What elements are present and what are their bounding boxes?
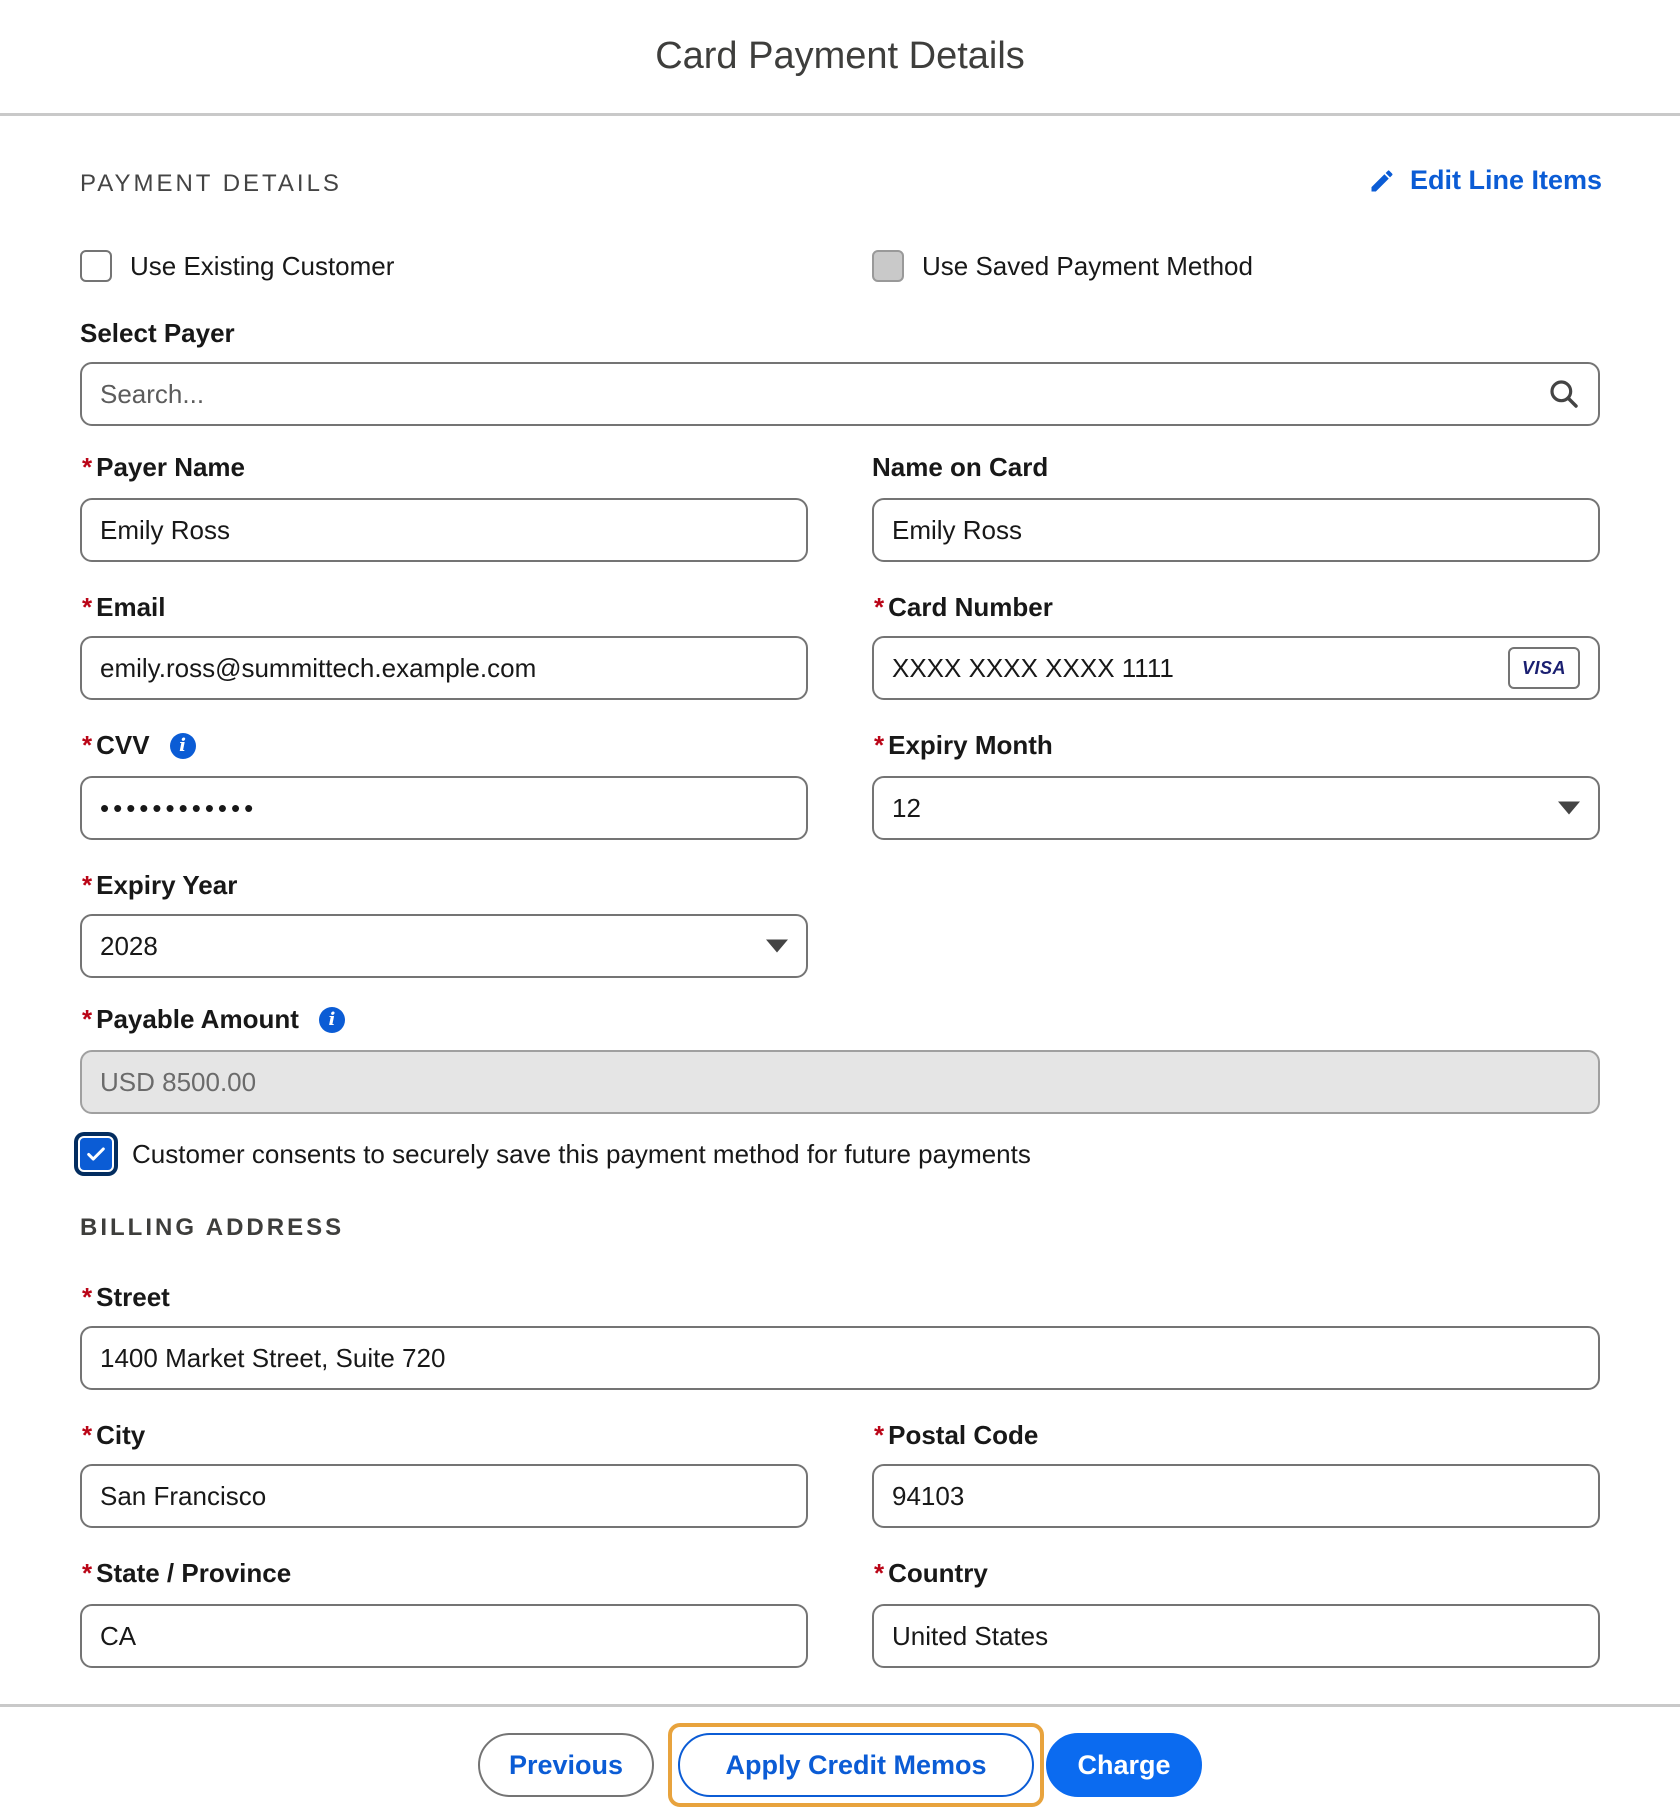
chevron-down-icon <box>1558 802 1580 815</box>
city-input[interactable] <box>80 1464 808 1528</box>
edit-line-items-label: Edit Line Items <box>1410 165 1603 195</box>
card-number-label: * Card Number <box>874 592 1053 622</box>
required-marker: * <box>874 592 885 622</box>
name-on-card-value: Emily Ross <box>892 514 1023 545</box>
info-icon[interactable]: i <box>170 733 196 759</box>
city-value: San Francisco <box>100 1480 267 1511</box>
payer-name-value: Emily Ross <box>100 514 231 545</box>
required-marker: * <box>82 870 93 900</box>
cvv-label: * CVV i <box>82 730 196 761</box>
email-label: * Email <box>82 592 166 622</box>
use-existing-customer-label: Use Existing Customer <box>130 250 395 281</box>
modal-header <box>0 0 1680 116</box>
street-value: 1400 Market Street, Suite 720 <box>100 1342 446 1373</box>
use-saved-payment-option[interactable] <box>872 250 1253 282</box>
required-marker: * <box>874 730 885 760</box>
info-icon[interactable]: i <box>319 1007 345 1033</box>
payable-amount-value: USD 8500.00 <box>100 1066 257 1097</box>
street-input[interactable] <box>80 1326 1600 1390</box>
visa-card-icon: VISA <box>1508 647 1580 689</box>
charge-button[interactable]: Charge <box>1046 1733 1202 1797</box>
expiry-year-value: 2028 <box>100 930 158 961</box>
select-payer-search-input[interactable] <box>80 362 1600 426</box>
expiry-month-value: 12 <box>892 792 921 823</box>
expiry-year-select[interactable] <box>80 914 808 978</box>
card-number-input[interactable] <box>872 636 1600 700</box>
name-on-card-label: Name on Card <box>872 452 1049 482</box>
required-marker: * <box>82 452 93 482</box>
postal-code-input[interactable] <box>872 1464 1600 1528</box>
country-input[interactable] <box>872 1604 1600 1668</box>
country-label: * Country <box>874 1558 988 1588</box>
select-payer-label: Select Payer <box>80 318 235 348</box>
required-marker: * <box>874 1558 885 1588</box>
billing-address-heading: BILLING ADDRESS <box>80 1214 345 1241</box>
checkmark-icon <box>85 1143 107 1165</box>
consent-label: Customer consents to securely save this payment method for future payments <box>132 1138 1031 1169</box>
use-saved-payment-label: Use Saved Payment Method <box>922 250 1253 281</box>
modal-title: Card Payment Details <box>655 35 1025 77</box>
payer-name-input[interactable] <box>80 498 808 562</box>
street-label: * Street <box>82 1282 170 1312</box>
city-label: * City <box>82 1420 146 1450</box>
expiry-year-label: * Expiry Year <box>82 870 238 900</box>
use-existing-customer-checkbox[interactable] <box>80 250 112 282</box>
use-saved-payment-checkbox[interactable] <box>872 250 904 282</box>
modal-footer <box>0 1704 1680 1818</box>
payer-name-label: * Payer Name <box>82 452 246 482</box>
consent-option[interactable] <box>78 1136 1031 1172</box>
previous-button[interactable]: Previous <box>478 1733 654 1797</box>
country-value: United States <box>892 1620 1049 1651</box>
name-on-card-input[interactable] <box>872 498 1600 562</box>
search-placeholder: Search... <box>100 378 205 409</box>
apply-credit-memos-button[interactable]: Apply Credit Memos <box>678 1733 1034 1797</box>
required-marker: * <box>82 1558 93 1588</box>
required-marker: * <box>82 1420 93 1450</box>
email-input[interactable] <box>80 636 808 700</box>
payment-details-heading: PAYMENT DETAILS <box>80 170 342 197</box>
required-marker: * <box>82 730 93 760</box>
state-value: CA <box>100 1620 137 1651</box>
postal-code-value: 94103 <box>892 1480 965 1511</box>
cvv-value: •••••••••••• <box>100 792 258 823</box>
cvv-input[interactable] <box>80 776 808 840</box>
card-number-value: XXXX XXXX XXXX 1111 <box>892 652 1174 683</box>
consent-checkbox[interactable] <box>78 1136 114 1172</box>
edit-line-items-link[interactable] <box>1368 165 1602 196</box>
required-marker: * <box>82 1282 93 1312</box>
chevron-down-icon <box>766 940 788 953</box>
pencil-icon <box>1368 167 1396 195</box>
email-value: emily.ross@summittech.example.com <box>100 652 537 683</box>
state-label: * State / Province <box>82 1558 292 1588</box>
payable-amount-input <box>80 1050 1600 1114</box>
expiry-month-select[interactable] <box>872 776 1600 840</box>
required-marker: * <box>874 1420 885 1450</box>
use-existing-customer-option[interactable] <box>80 250 394 282</box>
postal-code-label: * Postal Code <box>874 1420 1039 1450</box>
required-marker: * <box>82 1004 93 1034</box>
payable-amount-label: * Payable Amount i <box>82 1004 345 1035</box>
required-marker: * <box>82 592 93 622</box>
expiry-month-label: * Expiry Month <box>874 730 1053 760</box>
state-input[interactable] <box>80 1604 808 1668</box>
search-icon <box>1548 378 1580 410</box>
